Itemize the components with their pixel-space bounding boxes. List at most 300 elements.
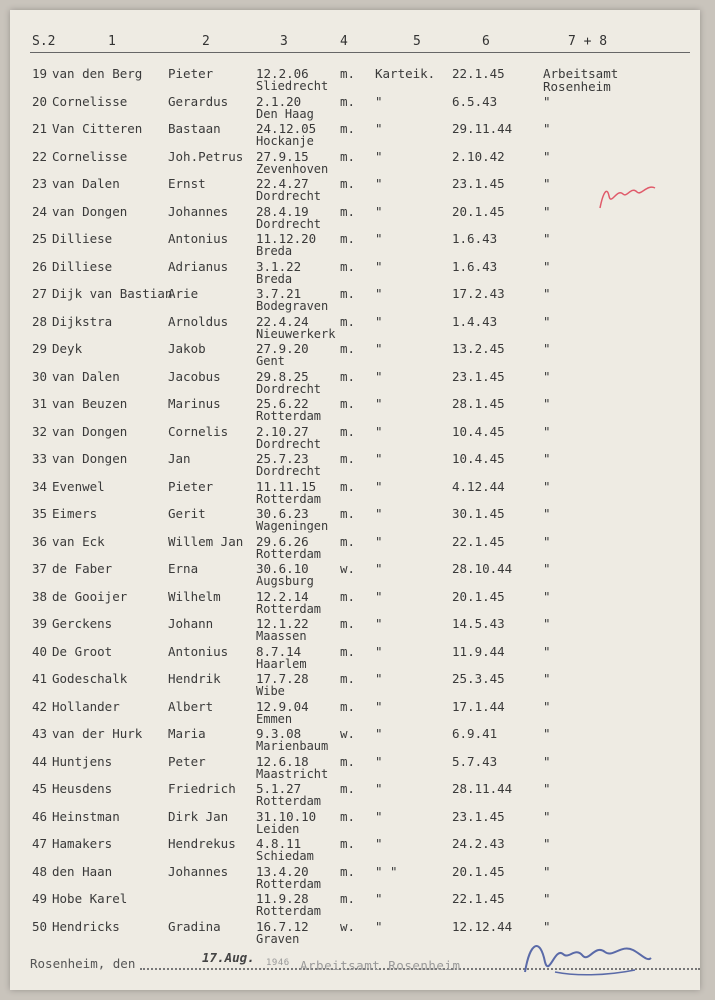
col-1-label: 1 — [108, 34, 116, 49]
birth-date: 11.9.28 — [256, 891, 309, 906]
birth-date: 12.2.06 — [256, 66, 309, 81]
row-number: 43 — [32, 726, 48, 741]
date-col-6: 20.1.45 — [452, 588, 505, 604]
table-row — [10, 856, 700, 891]
table-row — [10, 581, 700, 616]
date-col-6: 20.1.45 — [452, 203, 505, 219]
record-type: " — [375, 93, 383, 109]
record-type: " — [375, 176, 383, 191]
record-type: " — [375, 231, 383, 246]
date-col-6: 22.1.45 — [452, 533, 505, 549]
given-name: Pieter — [168, 478, 214, 494]
office-col-78: " — [543, 616, 551, 631]
sex: m. — [340, 423, 356, 439]
record-type: " — [375, 258, 383, 274]
row-number: 39 — [32, 616, 48, 631]
surname: van Beuzen — [52, 396, 128, 411]
given-name: Hendrekus — [168, 836, 236, 851]
date-col-6: 12.12.44 — [452, 918, 513, 934]
table-row — [10, 443, 700, 478]
surname: Heinstman — [52, 808, 120, 824]
sex: m. — [340, 93, 356, 109]
birth-place: Augsburg — [256, 574, 314, 588]
given-name: Johannes — [168, 203, 229, 219]
office-col-78: " — [543, 203, 551, 219]
office-col-78: " — [543, 671, 551, 686]
birth-date: 30.6.10 — [256, 561, 309, 576]
birth-place: Wibe — [256, 684, 285, 698]
date-col-6: 4.12.44 — [452, 478, 505, 494]
birth-date: 12.2.14 — [256, 588, 309, 604]
row-number: 46 — [32, 808, 48, 824]
sex: m. — [340, 643, 356, 659]
document-sheet — [10, 10, 700, 990]
birth-date: 25.7.23 — [256, 451, 309, 466]
surname: Cornelisse — [52, 93, 128, 109]
table-row — [10, 388, 700, 423]
table-row — [10, 636, 700, 671]
row-number: 48 — [32, 863, 48, 879]
date-col-6: 5.7.43 — [452, 753, 498, 769]
birth-date: 25.6.22 — [256, 396, 309, 411]
sex: m. — [340, 671, 356, 686]
record-type: " — [375, 918, 383, 934]
surname: Cornelisse — [52, 148, 128, 164]
col-2-label: 2 — [202, 34, 210, 49]
birth-place: Wageningen — [256, 519, 329, 533]
record-type: " — [375, 836, 383, 851]
record-type: " — [375, 341, 383, 356]
office-stamp: Arbeitsamt Rosenheim — [300, 958, 461, 973]
given-name: Antonius — [168, 643, 229, 659]
surname: van Eck — [52, 533, 105, 549]
table-row — [10, 471, 700, 506]
surname: van Dalen — [52, 176, 120, 191]
surname: Godeschalk — [52, 671, 128, 686]
sex: m. — [340, 396, 356, 411]
surname: Hendricks — [52, 918, 120, 934]
office-col-78: " — [543, 451, 551, 466]
given-name: Adrianus — [168, 258, 229, 274]
row-number: 32 — [32, 423, 48, 439]
birth-date: 31.10.10 — [256, 808, 317, 824]
table-row — [10, 361, 700, 396]
footer-year: 1946 — [266, 958, 290, 968]
record-type: " — [375, 506, 383, 521]
sex: w. — [340, 726, 356, 741]
birth-date: 8.7.14 — [256, 643, 302, 659]
sex: m. — [340, 616, 356, 631]
row-number: 44 — [32, 753, 48, 769]
birth-date: 5.1.27 — [256, 781, 302, 796]
birth-date: 16.7.12 — [256, 918, 309, 934]
record-type: " — [375, 643, 383, 659]
given-name: Ernst — [168, 176, 206, 191]
office-col-78: " — [543, 533, 551, 549]
signature — [515, 932, 655, 982]
date-col-6: 2.10.42 — [452, 148, 505, 164]
record-type: " — [375, 808, 383, 824]
sex: m. — [340, 368, 356, 384]
record-type: Karteik. — [375, 66, 436, 81]
surname: van Dongen — [52, 423, 128, 439]
birth-place: Graven — [256, 931, 300, 946]
given-name: Gerardus — [168, 93, 229, 109]
birth-place: Schiedam — [256, 849, 314, 863]
office-col-78: " — [543, 561, 551, 576]
office-col-78: " — [543, 231, 551, 246]
page-number: S.2 — [32, 34, 56, 49]
table-row — [10, 828, 700, 863]
record-type: " — [375, 561, 383, 576]
office-col-78: " — [543, 176, 551, 191]
sex: m. — [340, 451, 356, 466]
sex: m. — [340, 863, 356, 879]
birth-place: Dordrecht — [256, 216, 322, 231]
record-type: " — [375, 698, 383, 714]
birth-date: 29.8.25 — [256, 368, 309, 384]
surname: de Faber — [52, 561, 113, 576]
birth-place: Rotterdam — [256, 794, 322, 808]
row-number: 50 — [32, 918, 48, 934]
office-col-78: " — [543, 698, 551, 714]
table-row — [10, 58, 700, 94]
date-col-6: 20.1.45 — [452, 863, 505, 879]
table-row — [10, 416, 700, 451]
birth-date: 13.4.20 — [256, 863, 309, 879]
table-row — [10, 883, 700, 918]
row-number: 36 — [32, 533, 48, 549]
table-row — [10, 141, 700, 176]
sex: m. — [340, 258, 356, 274]
col-3-label: 3 — [280, 34, 288, 49]
table-row — [10, 718, 700, 753]
given-name: Jan — [168, 451, 191, 466]
sex: m. — [340, 836, 356, 851]
date-col-6: 13.2.45 — [452, 341, 505, 356]
row-number: 35 — [32, 506, 48, 521]
surname: Van Citteren — [52, 121, 143, 136]
record-type: " — [375, 313, 383, 329]
col-78-label: 7 + 8 — [568, 34, 608, 49]
date-col-6: 28.11.44 — [452, 781, 513, 796]
row-number: 25 — [32, 231, 48, 246]
sex: m. — [340, 121, 356, 136]
birth-date: 12.9.04 — [256, 698, 309, 714]
surname: Dijk van Bastian — [52, 286, 173, 301]
record-type: " — [375, 616, 383, 631]
sex: m. — [340, 66, 356, 81]
office-col-78: " — [543, 753, 551, 769]
birth-place: Rotterdam — [256, 601, 322, 616]
record-type: " — [375, 781, 383, 796]
birth-date: 24.12.05 — [256, 121, 317, 136]
surname: van der Hurk — [52, 726, 143, 741]
table-row — [10, 801, 700, 836]
surname: Eimers — [52, 506, 98, 521]
birth-date: 11.11.15 — [256, 478, 317, 494]
table-row — [10, 223, 700, 258]
surname: den Haan — [52, 863, 113, 879]
date-col-6: 23.1.45 — [452, 176, 505, 191]
given-name: Jakob — [168, 341, 206, 356]
office-col-78: " — [543, 781, 551, 796]
sex: w. — [340, 561, 356, 576]
office-col-78: " — [543, 891, 551, 906]
surname: Dilliese — [52, 231, 113, 246]
birth-place: Sliedrecht — [256, 79, 329, 93]
office-col-78: " — [543, 478, 551, 494]
date-col-6: 6.5.43 — [452, 93, 498, 109]
record-type: " — [375, 753, 383, 769]
birth-date: 3.1.22 — [256, 258, 302, 274]
birth-place: Rotterdam — [256, 409, 322, 423]
surname: de Gooijer — [52, 588, 128, 604]
sex: m. — [340, 203, 356, 219]
row-number: 20 — [32, 93, 48, 109]
record-type: " " — [375, 863, 398, 879]
birth-place: Marienbaum — [256, 739, 329, 753]
footer-city: Rosenheim, den — [30, 956, 136, 971]
date-col-6: 1.6.43 — [452, 258, 498, 274]
date-col-6: 22.1.45 — [452, 891, 505, 906]
office-col-78-line2: Rosenheim — [543, 79, 611, 94]
given-name: Albert — [168, 698, 214, 714]
birth-date: 27.9.15 — [256, 148, 309, 164]
row-number: 23 — [32, 176, 48, 191]
record-type: " — [375, 121, 383, 136]
birth-place: Rotterdam — [256, 904, 322, 918]
office-col-78: " — [543, 93, 551, 109]
given-name: Friedrich — [168, 781, 236, 796]
given-name: Joh.Petrus — [168, 148, 244, 164]
date-col-6: 28.10.44 — [452, 561, 513, 576]
given-name: Antonius — [168, 231, 229, 246]
office-col-78: " — [543, 808, 551, 824]
surname: Deyk — [52, 341, 83, 356]
office-col-78: " — [543, 368, 551, 384]
table-row — [10, 553, 700, 588]
table-row — [10, 608, 700, 643]
record-type: " — [375, 423, 383, 439]
given-name: Bastaan — [168, 121, 221, 136]
col-4-label: 4 — [340, 34, 348, 49]
birth-place: Rotterdam — [256, 546, 322, 561]
date-col-6: 22.1.45 — [452, 66, 505, 81]
record-type: " — [375, 203, 383, 219]
date-col-6: 1.4.43 — [452, 313, 498, 329]
given-name: Jacobus — [168, 368, 221, 384]
birth-date: 22.4.27 — [256, 176, 309, 191]
date-col-6: 23.1.45 — [452, 368, 505, 384]
office-col-78: " — [543, 286, 551, 301]
row-number: 33 — [32, 451, 48, 466]
table-row — [10, 113, 700, 148]
given-name: Erna — [168, 561, 199, 576]
row-number: 21 — [32, 121, 48, 136]
sex: m. — [340, 176, 356, 191]
birth-date: 28.4.19 — [256, 203, 309, 219]
table-row — [10, 691, 700, 726]
date-col-6: 24.2.43 — [452, 836, 505, 851]
birth-place: Leiden — [256, 821, 300, 836]
table-row — [10, 278, 700, 313]
office-col-78: " — [543, 726, 551, 741]
header-rule — [30, 52, 690, 53]
row-number: 30 — [32, 368, 48, 384]
surname: van den Berg — [52, 66, 143, 81]
row-number: 27 — [32, 286, 48, 301]
sex: m. — [340, 231, 356, 246]
birth-date: 30.6.23 — [256, 506, 309, 521]
birth-date: 12.1.22 — [256, 616, 309, 631]
birth-place: Dordrecht — [256, 464, 322, 478]
surname: van Dalen — [52, 368, 120, 384]
birth-date: 22.4.24 — [256, 313, 309, 329]
sex: m. — [340, 533, 356, 549]
given-name: Arnoldus — [168, 313, 229, 329]
record-type: " — [375, 891, 383, 906]
birth-place: Breda — [256, 271, 293, 286]
birth-date: 17.7.28 — [256, 671, 309, 686]
given-name: Pieter — [168, 66, 214, 81]
given-name: Johannes — [168, 863, 229, 879]
date-col-6: 17.2.43 — [452, 286, 505, 301]
date-col-6: 10.4.45 — [452, 451, 505, 466]
record-type: " — [375, 478, 383, 494]
row-number: 42 — [32, 698, 48, 714]
table-row — [10, 526, 700, 561]
date-col-6: 23.1.45 — [452, 808, 505, 824]
red-handwritten-note — [595, 178, 665, 218]
table-row — [10, 663, 700, 698]
birth-place: Dordrecht — [256, 189, 322, 203]
birth-place: Rotterdam — [256, 491, 322, 506]
birth-place: Haarlem — [256, 656, 307, 671]
birth-place: Hockanje — [256, 134, 314, 148]
sex: m. — [340, 588, 356, 604]
given-name: Dirk Jan — [168, 808, 229, 824]
row-number: 31 — [32, 396, 48, 411]
office-col-78: " — [543, 423, 551, 439]
row-number: 37 — [32, 561, 48, 576]
row-number: 45 — [32, 781, 48, 796]
office-col-78: " — [543, 121, 551, 136]
birth-place: Dordrecht — [256, 436, 322, 451]
record-type: " — [375, 286, 383, 301]
sex: m. — [340, 506, 356, 521]
birth-date: 3.7.21 — [256, 286, 302, 301]
sex: w. — [340, 918, 356, 934]
birth-place: Breda — [256, 244, 293, 258]
office-col-78: " — [543, 258, 551, 274]
birth-place: Zevenhoven — [256, 161, 329, 176]
record-type: " — [375, 726, 383, 741]
birth-date: 12.6.18 — [256, 753, 309, 769]
row-number: 29 — [32, 341, 48, 356]
date-col-6: 10.4.45 — [452, 423, 505, 439]
given-name: Cornelis — [168, 423, 229, 439]
date-col-6: 28.1.45 — [452, 396, 505, 411]
record-type: " — [375, 588, 383, 604]
office-col-78: " — [543, 863, 551, 879]
surname: Dilliese — [52, 258, 113, 274]
table-row — [10, 333, 700, 368]
col-6-label: 6 — [482, 34, 490, 49]
surname: Gerckens — [52, 616, 113, 631]
birth-date: 11.12.20 — [256, 231, 317, 246]
row-number: 49 — [32, 891, 48, 906]
surname: Dijkstra — [52, 313, 113, 329]
table-row — [10, 746, 700, 781]
date-col-6: 14.5.43 — [452, 616, 505, 631]
table-row — [10, 498, 700, 533]
given-name: Hendrik — [168, 671, 221, 686]
surname: van Dongen — [52, 451, 128, 466]
given-name: Marinus — [168, 396, 221, 411]
given-name: Maria — [168, 726, 206, 741]
birth-place: Emmen — [256, 711, 293, 726]
footer-date-stamp: 17.Aug. — [202, 950, 255, 965]
office-col-78: " — [543, 148, 551, 164]
office-col-78: " — [543, 313, 551, 329]
sex: m. — [340, 698, 356, 714]
record-type: " — [375, 368, 383, 384]
birth-place: Den Haag — [256, 106, 314, 121]
row-number: 24 — [32, 203, 48, 219]
office-col-78: " — [543, 643, 551, 659]
surname: Hobe Karel — [52, 891, 128, 906]
surname: Heusdens — [52, 781, 113, 796]
birth-date: 2.10.27 — [256, 423, 309, 439]
given-name: Gradina — [168, 918, 221, 934]
birth-place: Bodegraven — [256, 299, 329, 313]
date-col-6: 30.1.45 — [452, 506, 505, 521]
birth-date: 2.1.20 — [256, 93, 302, 109]
given-name: Arie — [168, 286, 199, 301]
row-number: 41 — [32, 671, 48, 686]
date-col-6: 25.3.45 — [452, 671, 505, 686]
surname: Huntjens — [52, 753, 113, 769]
office-col-78: " — [543, 396, 551, 411]
surname: Hollander — [52, 698, 120, 714]
sex: m. — [340, 781, 356, 796]
sex: m. — [340, 286, 356, 301]
birth-date: 29.6.26 — [256, 533, 309, 549]
sex: m. — [340, 148, 356, 164]
sex: m. — [340, 313, 356, 329]
row-number: 47 — [32, 836, 48, 851]
sex: m. — [340, 341, 356, 356]
surname: van Dongen — [52, 203, 128, 219]
table-row — [10, 251, 700, 286]
birth-place: Maastricht — [256, 766, 329, 781]
row-number: 38 — [32, 588, 48, 604]
birth-date: 4.8.11 — [256, 836, 302, 851]
surname: Hamakers — [52, 836, 113, 851]
birth-date: 9.3.08 — [256, 726, 302, 741]
date-col-6: 1.6.43 — [452, 231, 498, 246]
row-number: 26 — [32, 258, 48, 274]
birth-place: Dordrecht — [256, 381, 322, 396]
record-type: " — [375, 533, 383, 549]
row-number: 40 — [32, 643, 48, 659]
col-5-label: 5 — [413, 34, 421, 49]
birth-place: Nieuwerkerk — [256, 326, 336, 341]
row-number: 34 — [32, 478, 48, 494]
date-col-6: 6.9.41 — [452, 726, 498, 741]
sex: m. — [340, 808, 356, 824]
